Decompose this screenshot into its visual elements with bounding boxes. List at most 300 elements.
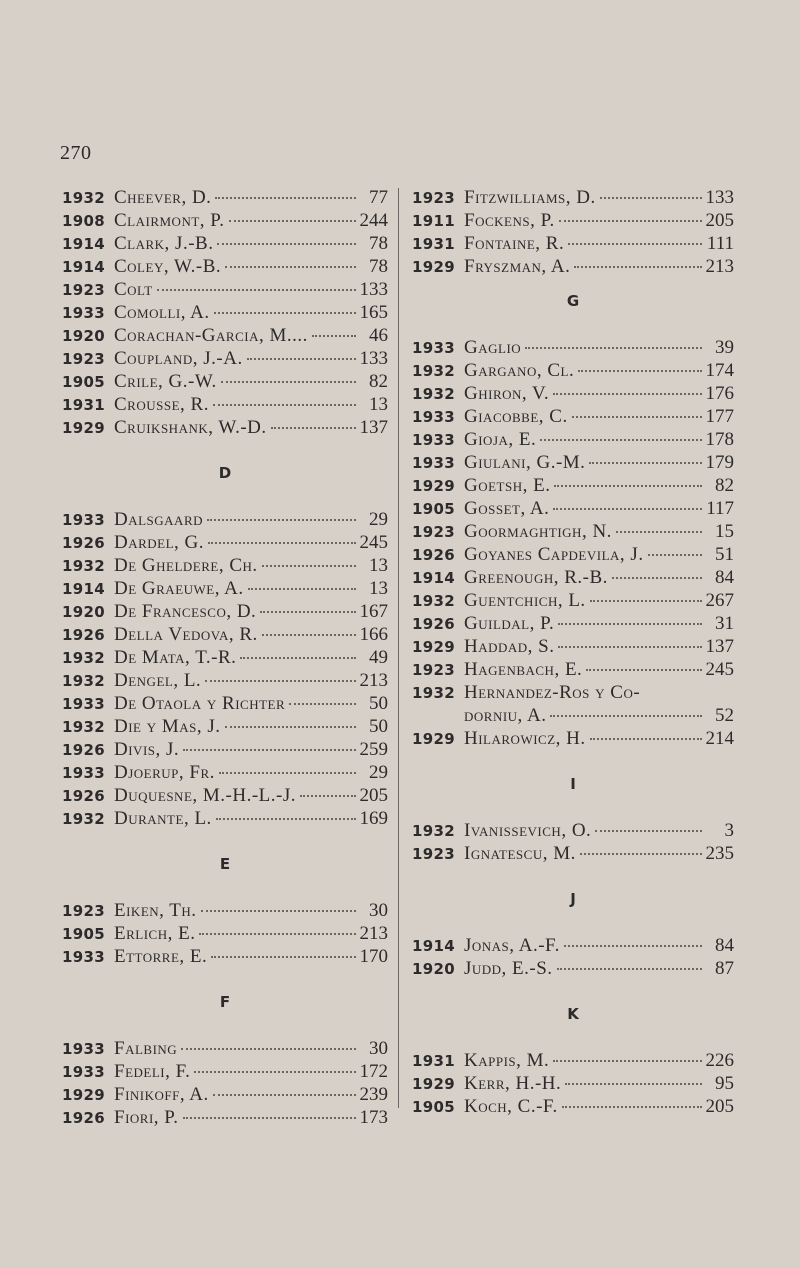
entry-year: 1926 [62,626,105,644]
entry-name: Fontaine, R. [464,233,565,254]
section-f-cont [412,186,734,278]
dot-leader [559,220,702,222]
entry-page: 179 [705,452,734,473]
entry-name: Coupland, J.-A. [114,348,243,369]
dot-leader [225,726,356,728]
entry-page: 267 [705,590,734,611]
entry-name: Greenough, R.-B. [464,567,608,588]
entry-page: 3 [724,820,734,841]
dot-leader [553,393,701,395]
entry-page: 174 [705,360,734,381]
entry-year: 1932 [62,810,105,828]
section-d [62,508,388,830]
index-entry [62,1060,388,1083]
entry-page: 176 [705,383,734,404]
index-entry [412,474,734,497]
entry-name: Guildal, P. [464,613,555,634]
entry-name: Cheever, D. [114,187,212,208]
dot-leader [590,600,702,602]
section-letter-e: E [219,855,231,873]
entry-page: 133 [705,187,734,208]
entry-page: 226 [705,1050,734,1071]
entry-name: Gioja, E. [464,429,537,450]
index-entry [412,934,734,957]
entry-name: Fitzwilliams, D. [464,187,596,208]
dot-leader [574,266,701,268]
entry-year: 1923 [412,189,455,207]
index-entry [412,336,734,359]
entry-year: 1933 [412,339,455,357]
dot-leader [157,289,356,291]
entry-year: 1929 [412,258,455,276]
entry-page: 245 [705,659,734,680]
entry-name: Judd, E.-S. [464,958,553,979]
entry-name: Guentchich, L. [464,590,586,611]
entry-page: 13 [369,555,388,576]
entry-name: Ghiron, V. [464,383,550,404]
entry-page: 52 [715,705,734,726]
entry-page: 235 [705,843,734,864]
index-entry [62,669,388,692]
entry-year: 1923 [62,350,105,368]
entry-page: 31 [715,613,734,634]
entry-year: 1926 [62,741,105,759]
entry-page: 87 [715,958,734,979]
dot-leader [589,462,701,464]
entry-name: Giacobbe, C. [464,406,568,427]
entry-year: 1914 [62,580,105,598]
dot-leader [240,657,356,659]
index-entry [412,359,734,382]
right-column [412,186,734,1118]
index-entry [62,278,388,301]
entry-name: Jonas, A.-F. [464,935,560,956]
entry-year: 1920 [62,603,105,621]
entry-name: Giulani, G.-M. [464,452,586,473]
entry-page: 177 [705,406,734,427]
entry-name: Haddad, S. [464,636,555,657]
dot-leader [553,508,702,510]
entry-year: 1923 [412,523,455,541]
entry-name-continuation: dorniu, A. [464,705,547,726]
dot-leader [550,715,702,717]
dot-leader [600,197,702,199]
entry-year: 1932 [62,672,105,690]
index-entry [62,738,388,761]
index-entry [412,635,734,658]
entry-name: Della Vedova, R. [114,624,258,645]
left-column [62,186,388,1129]
entry-year: 1933 [62,511,105,529]
dot-leader [612,577,702,579]
section-g [412,336,734,635]
entry-page: 78 [369,233,388,254]
entry-year: 1914 [412,569,455,587]
entry-name: Dengel, L. [114,670,202,691]
dot-leader [554,485,702,487]
index-entry [62,1106,388,1129]
entry-name: Djoerup, Fr. [114,762,215,783]
index-entry [62,922,388,945]
entry-page: 170 [359,946,388,967]
entry-page: 46 [369,325,388,346]
dot-leader [572,416,702,418]
dot-leader [213,404,356,406]
page-number: 270 [60,142,92,164]
dot-leader [205,680,355,682]
dot-leader [194,1071,355,1073]
index-entry [62,1037,388,1060]
entry-name: Dardel, G. [114,532,205,553]
entry-year: 1914 [412,937,455,955]
section-letter-d: D [218,464,232,482]
dot-leader [553,1060,701,1062]
entry-name: Fiori, P. [114,1107,179,1128]
entry-name: Erlich, E. [114,923,196,944]
index-entry [62,945,388,968]
index-entry [412,497,734,520]
entry-name: Goormaghtigh, N. [464,521,612,542]
entry-page: 133 [359,279,388,300]
entry-name: De Graeuwe, A. [114,578,244,599]
entry-year: 1933 [62,695,105,713]
index-entry [62,1083,388,1106]
spacer [412,911,734,934]
entry-page: 205 [359,785,388,806]
dot-leader [221,381,356,383]
section-letter-k: K [567,1005,579,1023]
entry-year: 1932 [62,557,105,575]
entry-page: 82 [715,475,734,496]
dot-leader [564,945,702,947]
entry-page: 205 [705,1096,734,1117]
entry-year: 1933 [412,454,455,472]
spacer [412,1026,734,1049]
spacer [412,750,734,773]
entry-year: 1929 [62,1086,105,1104]
entry-year: 1929 [412,1075,455,1093]
entry-name: Falbing [114,1038,178,1059]
index-entry [62,186,388,209]
dot-leader [565,1083,702,1085]
index-entry [62,807,388,830]
section-letter-g: G [566,292,580,310]
index-entry [412,255,734,278]
entry-page: 137 [359,417,388,438]
entry-name: De Francesco, D. [114,601,257,622]
entry-year: 1931 [412,1052,455,1070]
entry-year: 1905 [412,500,455,518]
entry-name: Ivanissevich, O. [464,820,592,841]
entry-name: Finikoff, A. [114,1084,209,1105]
dot-leader [525,347,702,349]
entry-page: 214 [705,728,734,749]
index-entry [62,646,388,669]
entry-year: 1905 [62,373,105,391]
column-divider [398,188,399,1108]
entry-page: 30 [369,900,388,921]
section-letter-i: I [570,775,576,793]
entry-year: 1933 [62,948,105,966]
entry-name: Divis, J. [114,739,180,760]
dot-leader [229,220,356,222]
dot-leader [312,335,356,337]
entry-year: 1931 [412,235,455,253]
entry-year: 1932 [62,649,105,667]
entry-page: 50 [369,693,388,714]
entry-page: 205 [705,210,734,231]
index-entry [412,612,734,635]
dot-leader [213,1094,356,1096]
entry-year: 1932 [412,592,455,610]
dot-leader [248,588,356,590]
index-entry [412,232,734,255]
dot-leader [215,197,356,199]
entry-page: 133 [359,348,388,369]
index-entry [412,209,734,232]
dot-leader [578,370,701,372]
entry-year: 1911 [412,212,455,230]
index-entry [62,508,388,531]
dot-leader [211,956,355,958]
index-entry [412,382,734,405]
entry-page: 259 [359,739,388,760]
entry-name: Hilarowicz, H. [464,728,586,749]
spacer [62,485,388,508]
entry-page: 111 [706,233,734,254]
dot-leader [289,703,356,705]
dot-leader [300,795,356,797]
entry-page: 29 [369,509,388,530]
entry-name: Clark, J.-B. [114,233,214,254]
entry-page: 239 [359,1084,388,1105]
dot-leader [217,243,356,245]
index-entry [62,393,388,416]
entry-name: Durante, L. [114,808,212,829]
entry-year: 1926 [62,534,105,552]
entry-year: 1905 [412,1098,455,1116]
index-entry [412,1049,734,1072]
spacer [412,313,734,336]
entry-page: 51 [715,544,734,565]
entry-name: Colt [114,279,153,300]
index-entry [62,577,388,600]
entry-page: 169 [359,808,388,829]
index-entry [412,543,734,566]
index-entry [412,1095,734,1118]
index-entry [412,727,734,750]
entry-page: 173 [359,1107,388,1128]
spacer [62,1014,388,1037]
index-entry [412,842,734,865]
index-entry [412,957,734,980]
spacer [412,278,734,290]
entry-name: De Gheldere, Ch. [114,555,258,576]
entry-year: 1926 [62,787,105,805]
index-entry [62,232,388,255]
entry-name: Clairmont, P. [114,210,225,231]
entry-name: Eiken, Th. [114,900,197,921]
entry-page: 49 [369,647,388,668]
entry-name: Ignatescu, M. [464,843,576,864]
section-k [412,1049,734,1118]
entry-page: 166 [359,624,388,645]
entry-year: 1929 [412,477,455,495]
entry-page: 167 [359,601,388,622]
entry-year: 1932 [62,718,105,736]
entry-page: 29 [369,762,388,783]
entry-year: 1933 [412,431,455,449]
index-entry [62,416,388,439]
entry-year: 1929 [412,730,455,748]
entry-name: Ettorre, E. [114,946,208,967]
entry-name: De Mata, T.-R. [114,647,237,668]
entry-year: 1923 [412,661,455,679]
entry-page: 84 [715,567,734,588]
entry-page: 165 [359,302,388,323]
entry-year: 1926 [62,1109,105,1127]
spacer [62,968,388,991]
entry-name: De Otaola y Richter [114,693,286,714]
entry-name: Coley, W.-B. [114,256,222,277]
index-entry [62,531,388,554]
index-entry [62,370,388,393]
entry-name: Hagenbach, E. [464,659,583,680]
entry-year: 1914 [62,235,105,253]
entry-name: Gosset, A. [464,498,550,519]
dot-leader [183,749,355,751]
dot-leader [201,910,356,912]
entry-page: 82 [369,371,388,392]
dot-leader [595,830,702,832]
index-entry [62,347,388,370]
index-entry [62,255,388,278]
entry-year: 1933 [62,1040,105,1058]
entry-name: Duquesne, M.-H.-L.-J. [114,785,296,806]
dot-leader [183,1117,356,1119]
dot-leader [216,818,356,820]
index-entry [62,761,388,784]
section-e [62,899,388,968]
entry-year: 1920 [412,960,455,978]
entry-page: 213 [359,670,388,691]
index-entry [412,186,734,209]
section-letter-f: F [219,993,231,1011]
entry-name: Fryszman, A. [464,256,571,277]
entry-name: Gargano, Cl. [464,360,575,381]
dot-leader [558,646,701,648]
section-h [412,635,734,681]
index-entry [412,451,734,474]
entry-year: 1923 [62,281,105,299]
index-entry [412,658,734,681]
dot-leader [199,933,355,935]
entry-name: Crousse, R. [114,394,209,415]
entry-name: Koch, C.-F. [464,1096,558,1117]
spacer [412,796,734,819]
index-entry [62,692,388,715]
index-entry [62,715,388,738]
entry-page: 77 [369,187,388,208]
dot-leader [262,565,356,567]
spacer [62,439,388,462]
dot-leader [225,266,356,268]
entry-name: Hernandez-Ros y Co- [464,682,641,703]
index-entry [412,520,734,543]
index-entry [412,566,734,589]
entry-name: Fockens, P. [464,210,555,231]
entry-name: Gaglio [464,337,522,358]
index-entry [62,209,388,232]
index-entry [62,324,388,347]
dot-leader [562,1106,702,1108]
entry-name: Crile, G.-W. [114,371,217,392]
dot-leader [540,439,701,441]
index-entry [412,681,734,704]
entry-year: 1908 [62,212,105,230]
dot-leader [208,542,355,544]
entry-year: 1933 [412,408,455,426]
dot-leader [247,358,356,360]
dot-leader [590,738,702,740]
dot-leader [260,611,355,613]
section-letter-j: J [570,890,576,908]
index-entry [412,428,734,451]
section-i [412,819,734,865]
entry-name: Goyanes Capdevila, J. [464,544,644,565]
entry-year: 1914 [62,258,105,276]
entry-year: 1933 [62,304,105,322]
spacer [62,876,388,899]
entry-year: 1929 [62,419,105,437]
entry-year: 1923 [412,845,455,863]
entry-page: 78 [369,256,388,277]
entry-page: 213 [359,923,388,944]
entry-page: 84 [715,935,734,956]
section-f [62,1037,388,1129]
entry-name: Die y Mas, J. [114,716,221,737]
entry-page: 245 [359,532,388,553]
index-entry [62,554,388,577]
index-entry [62,899,388,922]
dot-leader [586,669,701,671]
entry-page: 30 [369,1038,388,1059]
dot-leader [262,634,356,636]
entry-year: 1905 [62,925,105,943]
entry-page: 39 [715,337,734,358]
dot-leader [271,427,356,429]
section-c [62,186,388,439]
index-entry [62,301,388,324]
entry-year: 1933 [62,1063,105,1081]
entry-page: 178 [705,429,734,450]
dot-leader [557,968,702,970]
dot-leader [207,519,356,521]
entry-page: 117 [706,498,734,519]
index-entry [412,1072,734,1095]
dot-leader [648,554,702,556]
index-entry [412,405,734,428]
entry-page: 13 [369,578,388,599]
entry-page: 244 [359,210,388,231]
entry-year: 1926 [412,546,455,564]
entry-name: Cruikshank, W.-D. [114,417,267,438]
dot-leader [214,312,356,314]
entry-page: 172 [359,1061,388,1082]
entry-year: 1932 [412,385,455,403]
entry-page: 50 [369,716,388,737]
dot-leader [219,772,356,774]
